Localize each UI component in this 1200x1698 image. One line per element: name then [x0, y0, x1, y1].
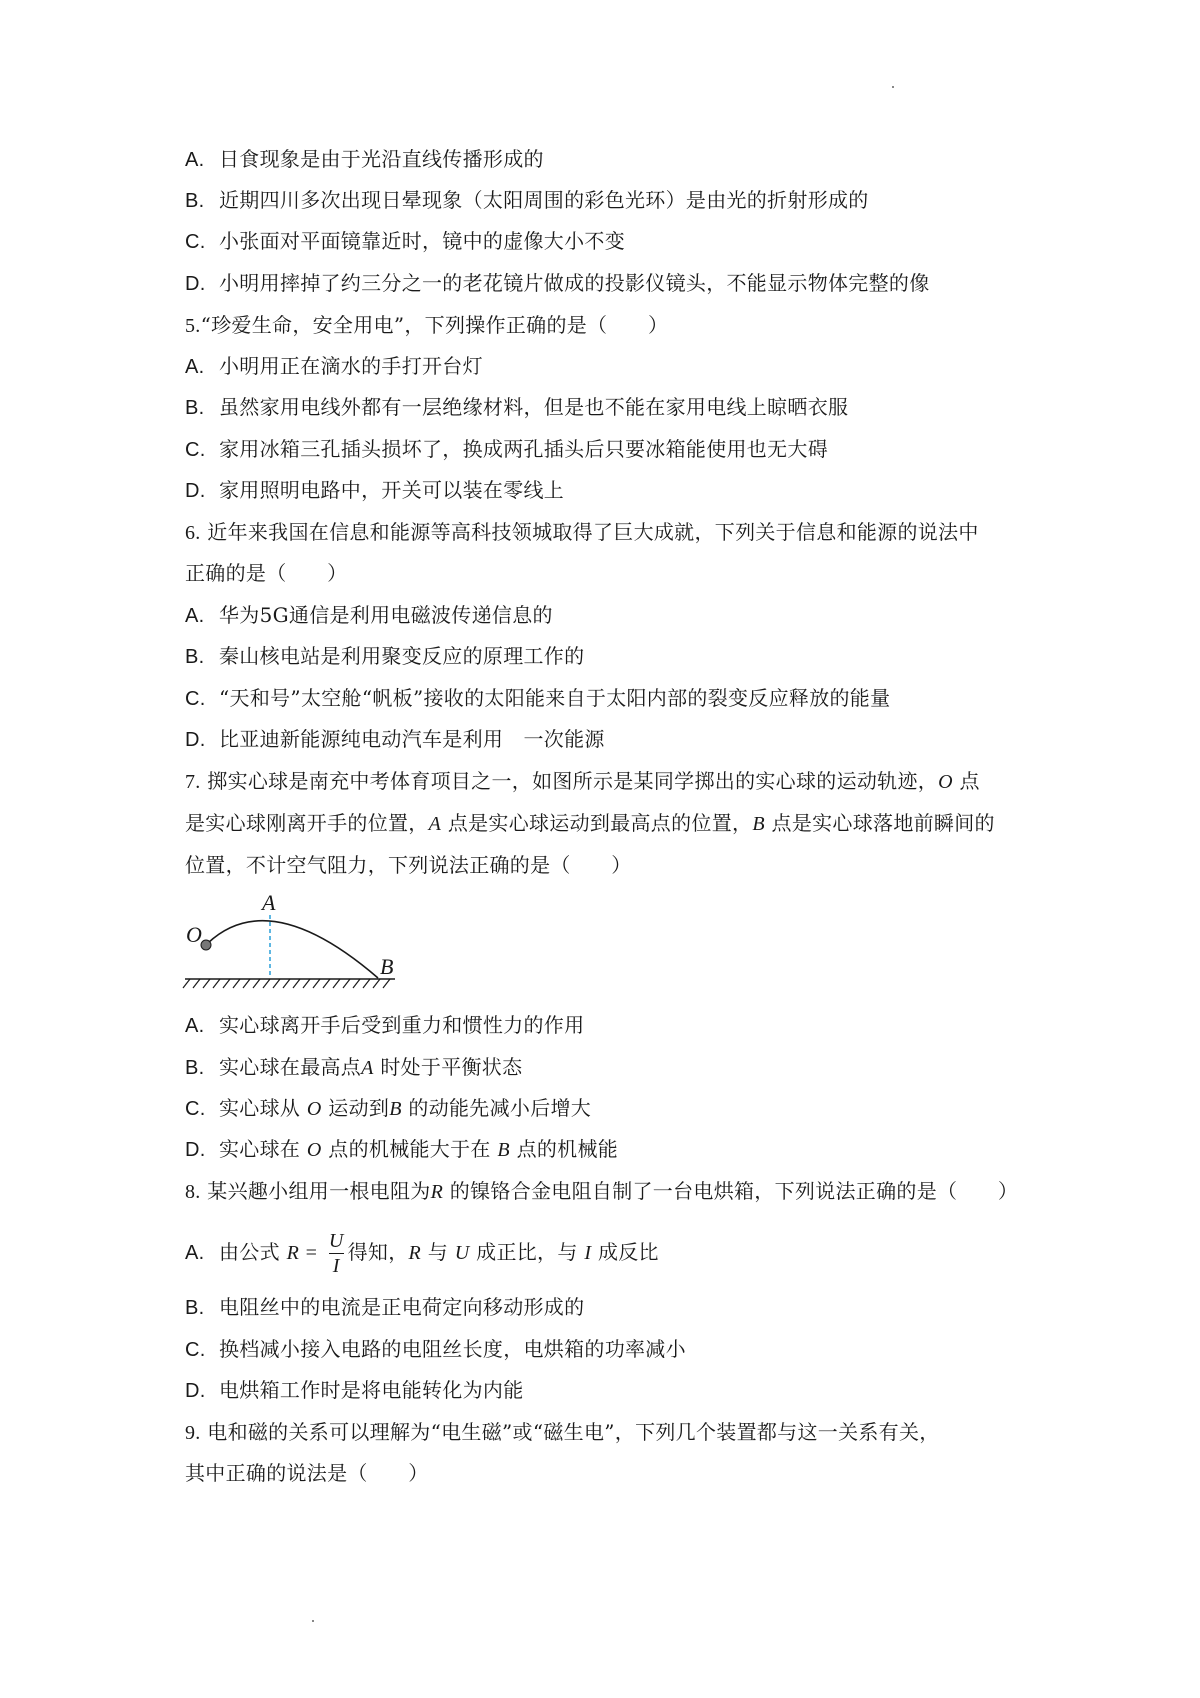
q6-stem-line1: 6. 近年来我国在信息和能源等高科技领城取得了巨大成就，下列关于信息和能源的说法中	[185, 520, 979, 544]
q7-option-d: D. 实心球在 O 点的机械能大于在 B 点的机械能	[185, 1137, 619, 1161]
q6-option-a: A. 华为5G通信是利用电磁波传递信息的	[185, 603, 553, 627]
q4-option-b: B. 近期四川多次出现日晕现象（太阳周围的彩色光环）是由光的折射形成的	[185, 188, 869, 212]
q4-option-c: C. 小张面对平面镜靠近时，镜中的虚像大小不变	[185, 229, 625, 253]
scan-dot	[892, 86, 894, 88]
q9-stem-line2: 其中正确的说法是（ ）	[185, 1461, 429, 1485]
q7-option-b: B. 实心球在最高点A 时处于平衡状态	[185, 1055, 523, 1079]
q5-option-a: A. 小明用正在滴水的手打开台灯	[185, 354, 483, 378]
q7-option-a: A. 实心球离开手后受到重力和惯性力的作用	[185, 1013, 585, 1037]
q7-stem-line2: 是实心球刚离开手的位置，A 点是实心球运动到最高点的位置，B 点是实心球落地前瞬间的	[185, 811, 995, 835]
q8-option-d: D. 电烘箱工作时是将电能转化为内能	[185, 1378, 524, 1402]
q6-option-d: D. 比亚迪新能源纯电动汽车是利用 一次能源	[185, 727, 605, 751]
q5-option-c: C. 家用冰箱三孔插头损坏了，换成两孔插头后只要冰箱能使用也无大碍	[185, 437, 828, 461]
q4-option-d: D. 小明用摔掉了约三分之一的老花镜片做成的投影仪镜头，不能显示物体完整的像	[185, 271, 930, 295]
q7-option-c: C. 实心球从 O 运动到B 的动能先减小后增大	[185, 1096, 592, 1120]
q8-stem: 8. 某兴趣小组用一根电阻为R 的镍铬合金电阻自制了一台电烘箱，下列说法正确的是（ ）	[185, 1179, 1019, 1203]
formula-fraction: $\frac{U}{I}$	[328, 1230, 344, 1277]
q6-option-b: B. 秦山核电站是利用聚变反应的原理工作的	[185, 644, 585, 668]
shot-ball	[201, 940, 211, 950]
q5-option-d: D. 家用照明电路中，开关可以装在零线上	[185, 478, 565, 502]
q7-stem-line3: 位置，不计空气阻力，下列说法正确的是（ ）	[185, 853, 632, 877]
q7-stem-line1: 7. 掷实心球是南充中考体育项目之一，如图所示是某同学掷出的实心球的运动轨迹，O 点	[185, 769, 980, 793]
scan-dot	[312, 1620, 314, 1622]
label-b: B	[380, 954, 394, 979]
label-a: A	[262, 890, 276, 915]
q8-option-b: B. 电阻丝中的电流是正电荷定向移动形成的	[185, 1295, 585, 1319]
formula-lhs: R =	[286, 1242, 319, 1264]
q5-stem: 5.“珍爱生命，安全用电”，下列操作正确的是（ ）	[185, 313, 669, 337]
q4-option-a: A. 日食现象是由于光沿直线传播形成的	[185, 147, 544, 171]
q6-option-c: C. “天和号”太空舱“帆板”接收的太阳能来自于太阳内部的裂变反应释放的能量	[185, 686, 891, 710]
ground-hatching	[183, 979, 390, 988]
q8-option-c: C. 换档减小接入电路的电阻丝长度，电烘箱的功率减小	[185, 1337, 686, 1361]
q5-option-b: B. 虽然家用电线外都有一层绝缘材料，但是也不能在家用电线上晾晒衣服	[185, 395, 849, 419]
q6-stem-line2: 正确的是（ ）	[185, 561, 348, 585]
trajectory-curve	[208, 921, 378, 978]
q8-option-a: A. 由公式 R = $\frac{U}{I}$ 得知，R 与 U 成正比，与 I 成反比	[185, 1230, 659, 1277]
label-o: O	[186, 922, 202, 947]
q9-stem-line1: 9. 电和磁的关系可以理解为“电生磁”或“磁生电”，下列几个装置都与这一关系有关，	[185, 1420, 940, 1444]
trajectory-figure	[180, 890, 420, 1000]
